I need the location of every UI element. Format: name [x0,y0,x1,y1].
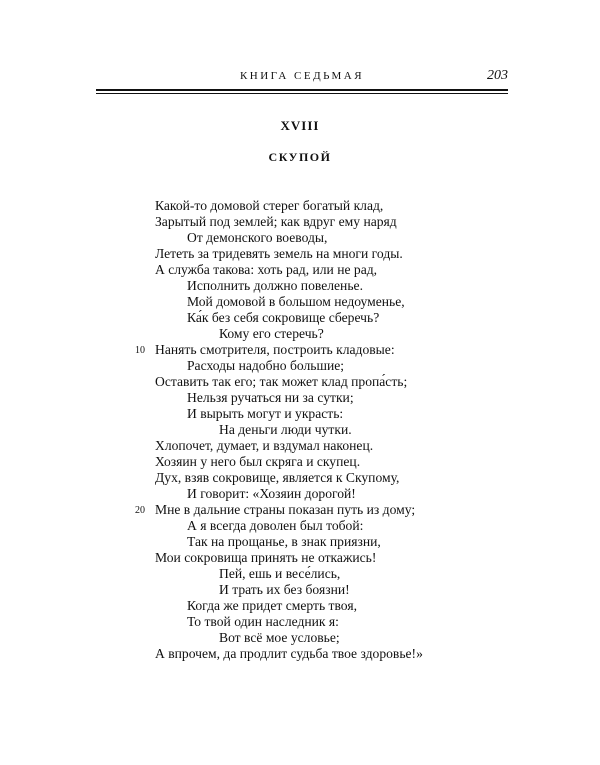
verse-line-text: То твой один наследник я: [187,614,339,629]
line-number: 10 [135,345,145,356]
verse-line [155,310,485,326]
verse-line [155,614,485,630]
line-number: 20 [135,505,145,516]
verse-line [155,422,485,438]
verse-line [155,230,485,246]
page-number: 203 [487,68,508,83]
verse-line [155,198,485,214]
verse-line [155,278,485,294]
verse-line [155,438,485,454]
verse-line [155,534,485,550]
verse-line [155,326,485,342]
verse-line [155,598,485,614]
verse-line-text: Нельзя ручаться ни за сутки; [187,390,354,405]
verse-line-text: Ка́к без себя сокровище сберечь? [187,310,380,325]
chapter-number: XVIII [280,118,320,133]
verse-line [135,502,485,518]
verse-line-text: Лететь за тридевять земель на многи годы. [155,246,403,261]
verse-line-text: Когда же придет смерть твоя, [187,598,357,613]
verse-line-text: Нанять смотрителя, построить кладовые: [155,342,395,357]
verse-line [155,262,485,278]
verse-line [155,406,485,422]
verse-line [155,566,485,582]
verse-line [155,550,485,566]
verse-line [155,358,485,374]
verse-line-text: На деньги люди чутки. [219,422,352,437]
verse-line [155,582,485,598]
header-rule-thin [96,93,508,94]
verse-line-text: Исполнить должно повеленье. [187,278,363,293]
verse-line [155,630,485,646]
verse-line [155,518,485,534]
verse-line [155,454,485,470]
header-rule-thick [96,89,508,91]
verse-line [135,342,485,358]
verse-line [155,390,485,406]
verse-line-text: Какой-то домовой стерег богатый клад, [155,198,384,213]
verse-line-text: А впрочем, да продлит судьба твое здоровье!» [155,646,423,661]
running-head [96,68,508,88]
verse-line [155,294,485,310]
verse-line-text: И говорит: «Хозяин дорогой! [187,486,356,501]
verse-line-text: И вырыть могут и украсть: [187,406,344,421]
verse-line [155,486,485,502]
verse-line-text: Пей, ешь и весе́лись, [219,566,341,581]
verse-line-text: От демонского воеводы, [187,230,328,245]
fable-title: СКУПОЙ [268,150,332,164]
verse-line [155,246,485,262]
verse-line-text: Так на прощанье, в знак приязни, [187,534,381,549]
verse-line-text: Кому его стеречь? [219,326,324,341]
verse-line [155,646,485,662]
verse-line-text: Мне в дальние страны показан путь из дому; [155,502,416,517]
poem-body [135,198,485,662]
verse-line-text: Зарытый под землей; как вдруг ему наряд [155,214,397,229]
verse-line-text: Хозяин у него был скряга и скупец. [155,454,361,469]
verse-line-text: Хлопочет, думает, и вздумал наконец. [155,438,374,453]
verse-line-text: Мои сокровища принять не откажись! [155,550,377,565]
verse-line [155,214,485,230]
verse-line-text: Дух, взяв сокровище, является к Скупому, [155,470,400,485]
running-title: КНИГА СЕДЬМАЯ [239,70,365,82]
verse-line-text: Оставить так его; так может клад пропа́сть; [155,374,408,389]
verse-line [155,470,485,486]
verse-line-text: А служба такова: хоть рад, или не рад, [155,262,378,277]
verse-line-text: Вот всё мое условье; [219,630,340,645]
verse-line [155,374,485,390]
verse-line-text: Расходы надобно большие; [187,358,345,373]
verse-line-text: А я всегда доволен был тобой: [187,518,364,533]
verse-line-text: И трать их без боязни! [219,582,350,597]
verse-line-text: Мой домовой в большом недоуменье, [187,294,405,309]
